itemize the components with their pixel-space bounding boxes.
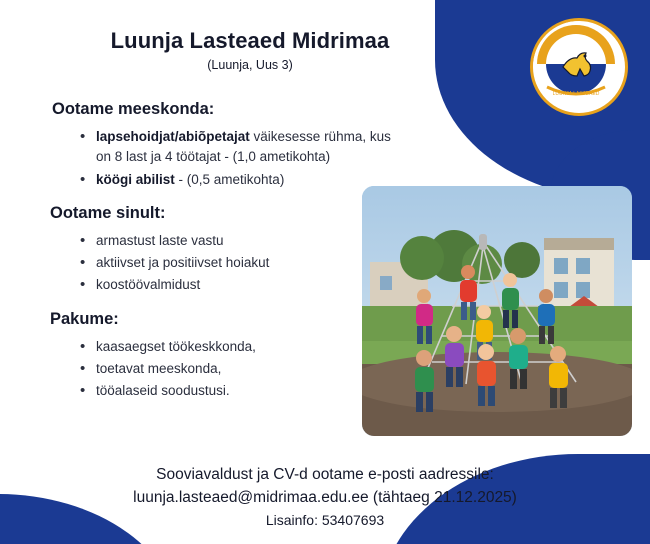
section-heading: Ootame meeskonda: (52, 100, 215, 118)
section-heading: Ootame sinult: (50, 203, 166, 222)
section-heading: Pakume: (50, 309, 119, 328)
list-item (96, 127, 396, 168)
list-item-text: - (0,5 ametikohta) (174, 171, 285, 187)
list-item-text: kaasaegset töökeskkonda, (96, 338, 256, 354)
list-item (96, 170, 396, 190)
list-item-text: tööalaseid soodustusi. (96, 383, 230, 398)
poster-header (0, 28, 500, 72)
contact-line-instruction: Sooviavaldust ja CV-d ootame e-posti aadressile: (156, 466, 494, 483)
section-ootame-meeskonda (0, 100, 650, 190)
contact-line-phone: Lisainfo: 53407693 (265, 512, 385, 528)
list-item (96, 275, 396, 295)
svg-text:LUUNJA LASTEAED: LUUNJA LASTEAED (552, 91, 600, 97)
page-title: Luunja Lasteaed Midrimaa (110, 28, 390, 53)
playground-photo (362, 186, 632, 436)
contact-footer (0, 466, 650, 528)
bullet-list (0, 127, 650, 190)
kindergarten-logo (530, 18, 628, 116)
logo-emblem-icon (533, 21, 619, 107)
list-item-emphasis: lapsehoidjat/abiõpetajat (96, 129, 250, 144)
list-item (96, 231, 396, 251)
list-item-text: armastust laste vastu (96, 232, 224, 248)
list-item-text: toetavat meeskonda, (96, 360, 222, 376)
list-item (96, 359, 396, 379)
list-item-text: koostöövalmidust (96, 277, 201, 293)
list-item-text: aktiivset ja positiivset hoiakut (96, 255, 270, 270)
list-item (96, 253, 396, 273)
playground-photo-illustration (362, 186, 632, 436)
contact-line-email: luunja.lasteaed@midrimaa.edu.ee (tähtaeg 21.12.2025) (133, 489, 517, 506)
list-item-text: väikesesse rühma, kus on 8 last ja 4 töötajat - (1,0 ametikohta) (96, 129, 391, 165)
list-item-emphasis: köögi abilist (96, 171, 175, 187)
page-subtitle: (Luunja, Uus 3) (207, 58, 293, 72)
list-item (96, 381, 396, 401)
list-item (96, 337, 396, 357)
